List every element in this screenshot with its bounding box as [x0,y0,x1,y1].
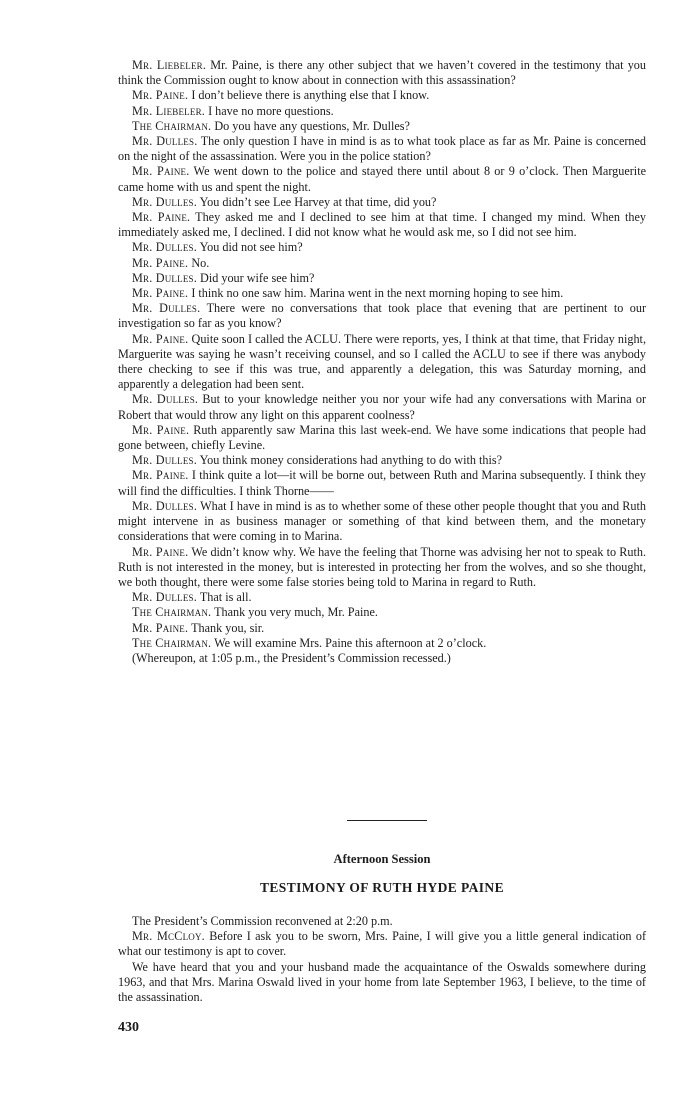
page-number: 430 [118,1020,139,1035]
speaker-name: Mr. Paine. [132,468,189,483]
speech-text: I think quite a lot—it will be borne out, between Ruth and Marina subsequently. I think they will find the difficulties. I think Thorne—— [118,468,646,498]
speaker-name: Mr. Dulles. [132,392,199,407]
speech-text: Before I ask you to be sworn, Mrs. Paine, I will give you a little general indication of what our testimony is apt to cover. [118,929,646,959]
speech-text: I have no more questions. [208,103,334,118]
speaker-name: Mr. Liebeler. [132,58,207,72]
transcript-paragraph [118,119,646,134]
speaker-name: Mr. Dulles. [132,270,197,285]
speaker-name: The Chairman. [132,118,212,133]
transcript-paragraph [118,332,646,393]
speech-text: That is all. [199,590,252,605]
transcript-paragraph [118,195,646,210]
transcript-paragraph [118,301,646,331]
speech-text: Ruth apparently saw Marina this last week-end. We have some indications that people had gone between, chiefly Levine. [118,422,647,453]
session-heading: Afternoon Session [333,852,431,866]
speaker-name: Mr. Liebeler. [132,103,206,118]
speech-text: You think money considerations had anything to do with this? [199,453,503,468]
speech-text: You didn’t see Lee Harvey at that time, did you? [199,194,437,209]
transcript-paragraph [118,929,646,959]
speaker-name: Mr. Dulles. [132,194,197,209]
transcript-paragraph [118,286,646,301]
speaker-name: Mr. McCloy. [132,929,205,944]
speaker-name: Mr. Dulles. [132,590,197,605]
speaker-name: Mr. Paine. [132,88,189,103]
speech-text: I think no one saw him. Marina went in the next morning hoping to see him. [191,286,564,301]
transcript-paragraph [118,58,646,88]
transcript-paragraph [118,605,646,620]
speech-text: We didn’t know why. We have the feeling that Thorne was advising her not to speak to Ruth. Ruth is not interested in the money, but is interested in protecting her from the wolves, and so she thought, we both thought, there were some false stories being told to Marina in regard to Ruth. [118,544,646,589]
transcript-paragraph [118,392,646,422]
speech-text: We will examine Mrs. Paine this afternoon at 2 o’clock. [214,635,487,650]
transcript-paragraph [118,240,646,255]
transcript-paragraph [118,545,646,591]
transcript-paragraph [118,256,646,271]
speech-text: What I have in mind is as to whether some of these other people thought that you and Ruth might intervene in as business manager or something of that kind between them, and the monetary considerations that were coming in to Marina. [118,498,646,544]
transcript-paragraph [118,636,646,651]
speaker-name: Mr. Dulles. [132,498,198,513]
transcript-paragraph [118,134,646,164]
speech-text: But to your knowledge neither you nor your wife had any conversations with Marina or Robert that would throw any light on this apparent coolness? [118,392,647,422]
transcript-paragraph [118,621,646,636]
transcript-paragraph [118,88,646,103]
speech-text: The only question I have in mind is as to what took place as far as Mr. Paine is concerned on the night of the assassination. Were you in the police station? [118,134,647,164]
speech-text: Thank you very much, Mr. Paine. [214,605,378,620]
transcript-paragraph [118,423,646,453]
speech-text: We have heard that you and your husband made the acquaintance of the Oswalds somewhere during 1963, and that Mrs. Marina Oswald lived in your home from late September 1963, I believe, to the time of the assassination. [118,959,646,1005]
speaker-name: Mr. Dulles. [132,301,201,316]
speaker-name: Mr. Paine. [132,544,189,559]
speaker-name: The Chairman. [132,605,212,620]
speech-text: Quite soon I called the ACLU. There were reports, yes, I think at that time, that Friday night, Marguerite was saying he wasn’t receiving counsel, and so I called the ACLU to see if there was anybody there checking to see if this was true, and apparently a delegation, this was Saturday morning, and apparently a delegation had been sent. [118,331,646,392]
transcript-paragraph [118,104,646,119]
speech-text: Did your wife see him? [200,270,315,285]
speech-text: Thank you, sir. [191,620,265,635]
transcript-paragraph [118,453,646,468]
speaker-name: Mr. Paine. [132,620,189,635]
speech-text: (Whereupon, at 1:05 p.m., the President’s Commission recessed.) [132,650,451,665]
speech-text: I don’t believe there is anything else that I know. [191,88,430,103]
speaker-name: Mr. Paine. [132,422,190,437]
speech-text: No. [191,255,210,270]
transcript-paragraph [118,468,646,498]
speech-text: We went down to the police and stayed there until about 8 or 9 o’clock. Then Marguerite came home with us and spent the night. [118,164,646,194]
transcript-paragraph [118,499,646,545]
speaker-name: Mr. Paine. [132,286,189,301]
transcript-paragraph [118,164,646,194]
recess-note [118,651,646,666]
speaker-name: Mr. Paine. [132,210,191,225]
speech-text: There were no conversations that took place that evening that are pertinent to our investigation so far as you know? [118,301,647,331]
speech-text: Do you have any questions, Mr. Dulles? [214,118,410,133]
testimony-heading: TESTIMONY OF RUTH HYDE PAINE [260,880,504,895]
speaker-name: Mr. Paine. [132,331,189,346]
speaker-name: Mr. Paine. [132,164,190,179]
speaker-name: Mr. Dulles. [132,453,197,468]
speech-text: Mr. Paine, is there any other subject that we haven’t covered in the testimony that you think the Commission ought to know about in connection with this assassination? [118,58,646,88]
testimony-body [118,914,646,1005]
speaker-name: Mr. Dulles. [132,134,198,149]
speech-text: You did not see him? [199,240,303,255]
speaker-name: Mr. Paine. [132,255,189,270]
transcript-paragraph [118,271,646,286]
transcript-body [118,58,646,666]
speech-text: The President’s Commission reconvened at 2:20 p.m. [132,914,393,928]
transcript-paragraph [118,210,646,240]
transcript-paragraph [118,960,646,1006]
transcript-paragraph [118,590,646,605]
section-divider [347,820,427,821]
speech-text: They asked me and I declined to see him at that time. I changed my mind. When they immediately asked me, I declined. I did not know what he would ask me, so I did not see him. [118,210,646,240]
transcript-paragraph [118,914,646,929]
speaker-name: Mr. Dulles. [132,240,197,255]
speaker-name: The Chairman. [132,635,212,650]
